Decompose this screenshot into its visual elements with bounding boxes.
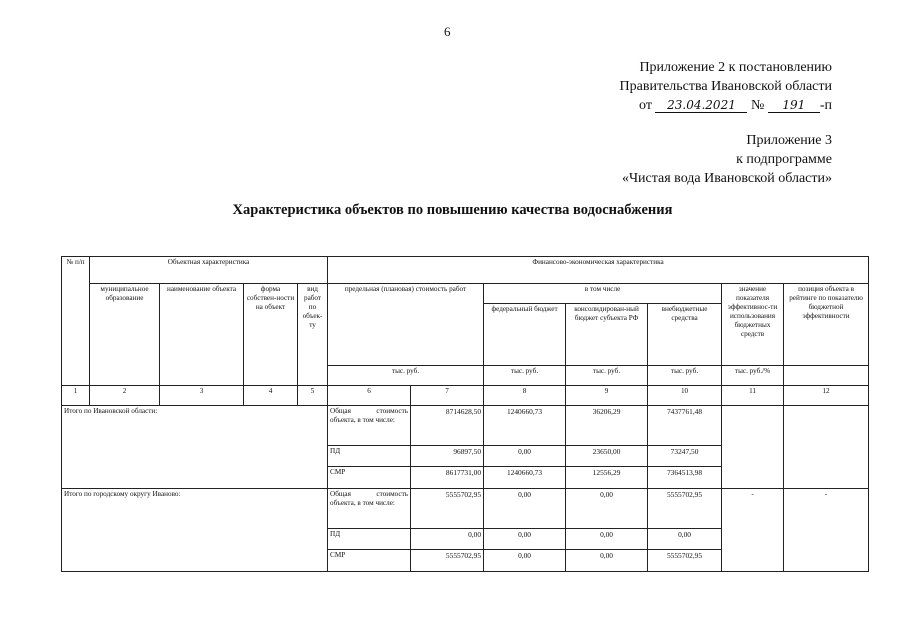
- col-number: 12: [784, 386, 869, 406]
- section-label-ivanovo: Итого по городскому округу Иваново:: [62, 489, 328, 572]
- row-total: 5555702,95: [411, 550, 484, 572]
- row-consolidated: 12556,29: [566, 467, 648, 489]
- unit-extrabudgetary: тыс. руб.: [648, 366, 722, 386]
- row-extrabudgetary: 5555702,95: [648, 550, 722, 572]
- section-efficiency: [722, 406, 784, 489]
- row-federal: 0,00: [484, 529, 566, 550]
- handwritten-date: 23.04.2021: [655, 98, 747, 113]
- row-item: [328, 406, 411, 446]
- document-title: Характеристика объектов по повышению качества водоснабжения: [232, 202, 673, 218]
- header-object-name: наименование объекта: [160, 284, 244, 386]
- col-number: 3: [160, 386, 244, 406]
- appendix-2-line2: Правительства Ивановской области: [619, 79, 832, 94]
- column-numbers-row: [62, 386, 869, 406]
- row-federal: 0,00: [484, 489, 566, 529]
- row-total: 8714628,50: [411, 406, 484, 446]
- header-work-type: вид работ по объек-ту: [298, 284, 328, 386]
- handwritten-number: 191: [768, 98, 820, 113]
- section-rating: -: [784, 489, 869, 572]
- row-item-text: Общая стоимость объекта, в том числе:: [330, 490, 409, 507]
- unit-efficiency: тыс. руб./%: [722, 366, 784, 386]
- appendix-3-header: [622, 131, 832, 188]
- row-extrabudgetary: 0,00: [648, 529, 722, 550]
- header-rating-position: позиция объекта в рейтинге по показателю бюджетной эффективности: [784, 284, 869, 366]
- section-efficiency: -: [722, 489, 784, 572]
- header-consolidated-budget: консолидирован-ный бюджет субъекта РФ: [566, 304, 648, 366]
- row-extrabudgetary: 73247,50: [648, 446, 722, 467]
- header-row-2: [62, 284, 869, 304]
- unit-rating-empty: [784, 366, 869, 386]
- header-row-1: [62, 257, 869, 284]
- header-municipality: муниципальное образование: [90, 284, 160, 386]
- col-number: 8: [484, 386, 566, 406]
- date-prefix: от: [639, 98, 652, 113]
- header-efficiency-value: значение показателя эффективнос-ти использования бюджетных средств: [722, 284, 784, 366]
- row-item-text: Общая стоимость объекта, в том числе:: [330, 407, 409, 424]
- row-federal: 1240660,73: [484, 467, 566, 489]
- col-number: 6: [328, 386, 411, 406]
- row-extrabudgetary: 7437761,48: [648, 406, 722, 446]
- header-max-cost: предельная (плановая) стоимость работ: [328, 284, 484, 366]
- row-item: СМР: [328, 467, 411, 489]
- page-number: 6: [444, 24, 451, 39]
- row-item: ПД: [328, 446, 411, 467]
- row-consolidated: 36206,29: [566, 406, 648, 446]
- header-no: № п/п: [62, 257, 90, 386]
- col-number: 7: [411, 386, 484, 406]
- objects-table: [61, 256, 869, 572]
- section-label-region: Итого по Ивановской области:: [62, 406, 328, 489]
- number-suffix: -п: [819, 98, 832, 113]
- table-row: [62, 406, 869, 446]
- col-number: 11: [722, 386, 784, 406]
- appendix-3-line2: к подпрограмме: [736, 152, 832, 167]
- row-federal: 1240660,73: [484, 406, 566, 446]
- col-number: 2: [90, 386, 160, 406]
- row-extrabudgetary: 7364513,98: [648, 467, 722, 489]
- header-federal-budget: федеральный бюджет: [484, 304, 566, 366]
- appendix-2-header: [620, 58, 832, 115]
- section-rating: [784, 406, 869, 489]
- table-row: [62, 489, 869, 529]
- row-item: СМР: [328, 550, 411, 572]
- number-prefix: №: [750, 98, 765, 113]
- row-total: 8617731,00: [411, 467, 484, 489]
- row-federal: 0,00: [484, 446, 566, 467]
- appendix-3-line1: Приложение 3: [746, 133, 832, 148]
- unit-consolidated: тыс. руб.: [566, 366, 648, 386]
- row-total: 0,00: [411, 529, 484, 550]
- row-federal: 0,00: [484, 550, 566, 572]
- header-including: в том числе: [484, 284, 722, 304]
- row-item: [328, 489, 411, 529]
- row-extrabudgetary: 5555702,95: [648, 489, 722, 529]
- unit-cost: тыс. руб.: [328, 366, 484, 386]
- header-ownership-form: форма собствен-ности на объект: [244, 284, 298, 386]
- appendix-2-date-line: [620, 96, 832, 115]
- col-number: 9: [566, 386, 648, 406]
- row-consolidated: 0,00: [566, 550, 648, 572]
- row-consolidated: 0,00: [566, 489, 648, 529]
- header-object-group: Объектная характеристика: [90, 257, 328, 284]
- header-finance-group: Финансово-экономическая характеристика: [328, 257, 869, 284]
- appendix-3-line3: «Чистая вода Ивановской области»: [621, 171, 832, 186]
- row-consolidated: 23650,00: [566, 446, 648, 467]
- col-number: 1: [62, 386, 90, 406]
- col-number: 5: [298, 386, 328, 406]
- header-extrabudgetary: внебюджетные средства: [648, 304, 722, 366]
- row-consolidated: 0,00: [566, 529, 648, 550]
- col-number: 10: [648, 386, 722, 406]
- appendix-2-line1: Приложение 2 к постановлению: [639, 60, 832, 75]
- row-item: ПД: [328, 529, 411, 550]
- row-total: 96897,50: [411, 446, 484, 467]
- unit-federal: тыс. руб.: [484, 366, 566, 386]
- col-number: 4: [244, 386, 298, 406]
- row-total: 5555702,95: [411, 489, 484, 529]
